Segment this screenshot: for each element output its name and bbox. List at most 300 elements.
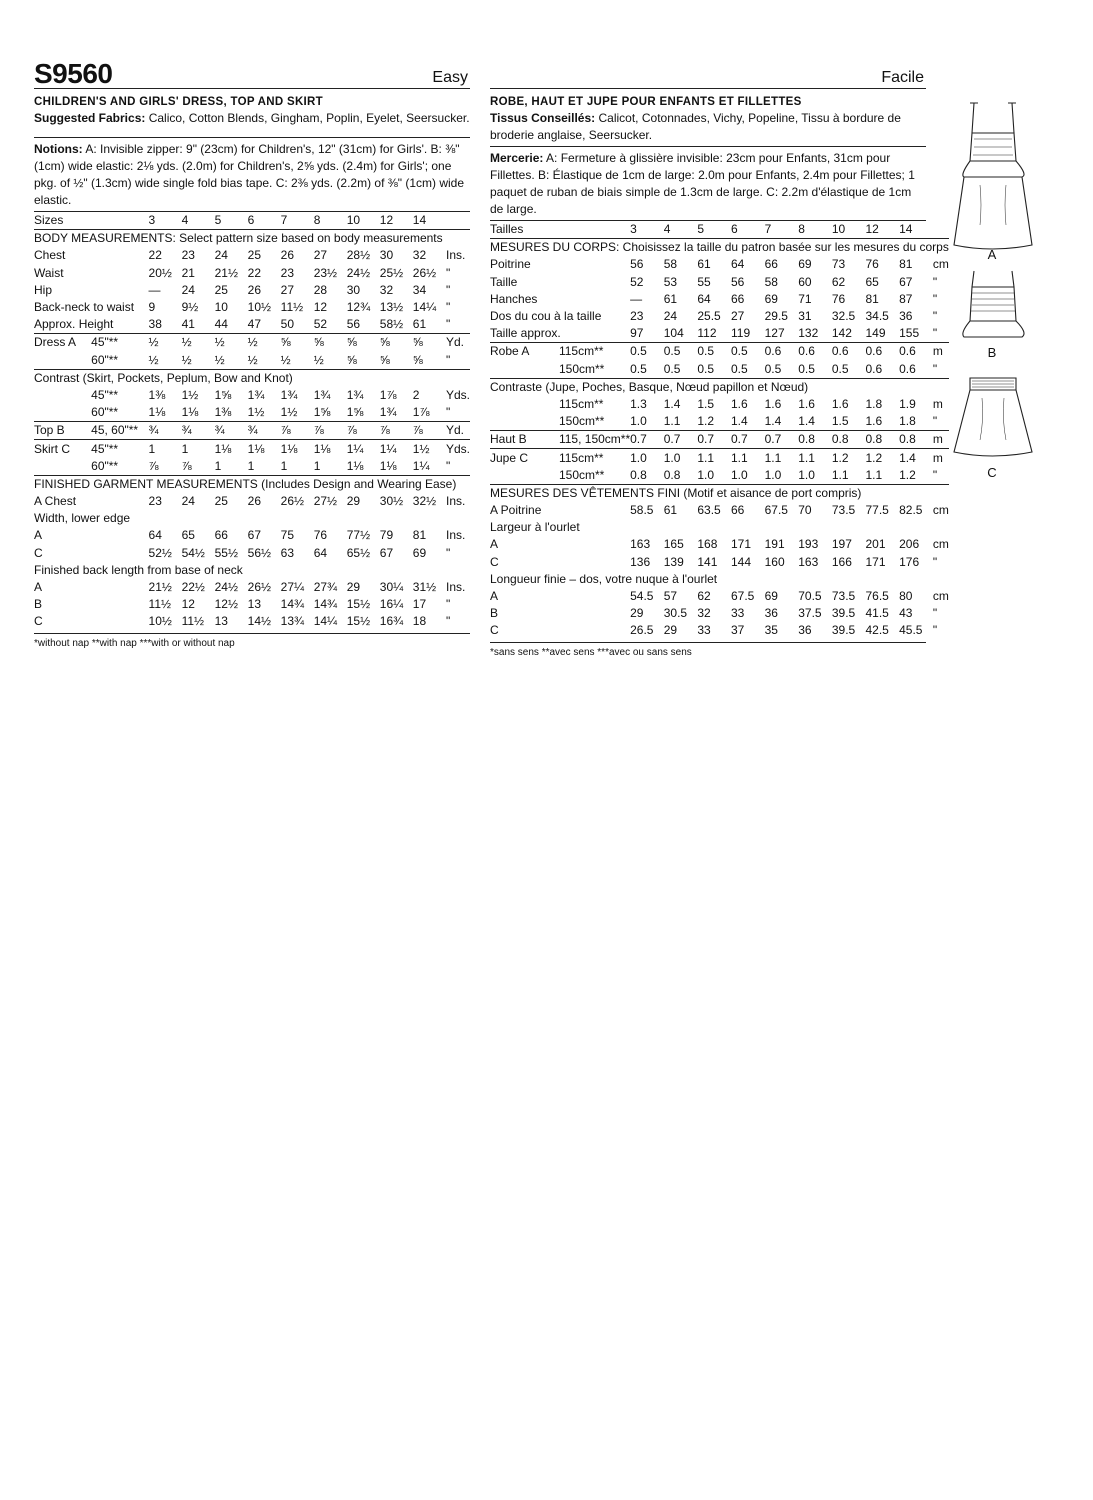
row-label (490, 413, 559, 431)
table-cell: 97 (630, 326, 644, 341)
table-cell: 12½ (214, 597, 238, 612)
table-cell: 76 (865, 257, 879, 272)
table-cell: 127 (764, 326, 785, 341)
table-cell: 1.5 (831, 414, 849, 429)
table-cell: 29 (346, 494, 361, 509)
difficulty-level: Easy (432, 69, 468, 86)
unit: " (932, 467, 938, 482)
table-cell: 163 (630, 537, 651, 552)
table-cell: 193 (798, 537, 819, 552)
table-row (490, 449, 949, 467)
table-cell: — (630, 291, 643, 306)
sketch-a-label: A (987, 247, 997, 262)
table-cell: 1⅞ (379, 387, 397, 402)
table-cell: 10½ (148, 614, 172, 629)
row-label: B (34, 597, 43, 612)
table-cell: 26 (247, 494, 261, 509)
table-cell: 26½ (412, 265, 437, 280)
table-cell: 69 (764, 589, 778, 604)
footnote-fr: *sans sens **avec sens ***avec ou sans sens (490, 642, 926, 661)
unit: " (445, 352, 451, 367)
table-cell: 55½ (214, 545, 238, 560)
table-cell: 166 (831, 554, 852, 569)
table-row (34, 282, 470, 299)
table-cell: 67 (247, 528, 261, 543)
table-cell: 21½ (214, 265, 238, 280)
unit: cm (932, 503, 949, 518)
section-heading: Contrast (Skirt, Pockets, Peplum, Bow and Knot) (34, 369, 470, 387)
table-cell: 0.5 (831, 361, 849, 376)
table-cell: 25 (247, 248, 261, 263)
row-label: Waist (34, 265, 64, 280)
table-cell: ½ (247, 352, 258, 367)
section-heading: BODY MEASUREMENTS: Select pattern size based on body measurements (34, 230, 470, 248)
table-cell: ⅝ (412, 352, 423, 367)
table-cell: 1 (149, 440, 182, 458)
unit: " (445, 545, 451, 560)
row-label (490, 361, 559, 379)
table-row (34, 352, 470, 370)
table-cell: 1.0 (630, 449, 664, 467)
table-cell: 1¾ (379, 405, 397, 420)
footnote: *without nap **with nap ***with or without nap (34, 633, 470, 652)
unit: " (932, 291, 938, 306)
table-cell: 8 (798, 222, 805, 237)
unit: cm (932, 589, 949, 604)
table-cell: 2 (412, 387, 420, 402)
row-label: C (490, 554, 499, 569)
table-cell: 1½ (181, 387, 199, 402)
table-cell: ½ (182, 334, 215, 352)
section-heading-row (34, 475, 470, 493)
table-cell: 0.7 (697, 431, 731, 449)
table-row (34, 422, 470, 440)
table-cell: ½ (215, 334, 248, 352)
table-cell: 22 (247, 265, 261, 280)
table-cell: 28½ (346, 248, 371, 263)
row-label (34, 404, 91, 422)
table-cell: 1.2 (866, 449, 900, 467)
table-cell: 0.6 (832, 343, 866, 361)
table-cell: 10 (214, 300, 228, 315)
top-b-sketch-icon (950, 265, 1035, 345)
table-cell: 6 (247, 213, 255, 228)
table-cell: ½ (280, 352, 291, 367)
unit: " (445, 458, 451, 473)
table-cell: — (148, 282, 161, 297)
row-label: A (490, 589, 499, 604)
table-cell: 0.5 (764, 361, 782, 376)
table-cell: 1.0 (731, 467, 748, 482)
table-cell: 1¾ (346, 387, 364, 402)
table-cell: ½ (248, 334, 281, 352)
table-cell: 168 (697, 537, 718, 552)
table-cell: 30½ (379, 494, 404, 509)
table-row (490, 256, 949, 273)
table-cell: 191 (764, 537, 785, 552)
table-cell: 1.4 (899, 449, 933, 467)
table-cell: 27½ (313, 494, 338, 509)
table-cell: 53 (663, 274, 678, 289)
table-cell: 81 (899, 257, 913, 272)
table-cell: 0.6 (865, 361, 883, 376)
table-cell: 139 (663, 554, 684, 569)
table-cell: 1.4 (798, 414, 815, 429)
table-cell: 163 (798, 554, 819, 569)
table-cell: ⅝ (380, 334, 413, 352)
table-cell: 1.1 (731, 449, 765, 467)
table-cell: 52 (313, 317, 328, 332)
table-cell: 1.8 (865, 396, 883, 411)
table-cell: 1⅞ (412, 405, 430, 420)
table-cell: 37 (731, 623, 745, 638)
table-cell: 136 (630, 554, 651, 569)
fabrics-label-fr: Tissus Conseillés: (490, 111, 596, 125)
table-cell: 1.3 (630, 396, 647, 411)
table-cell: ⅝ (346, 352, 357, 367)
table-row (34, 440, 470, 458)
table-cell: 38 (148, 317, 162, 332)
table-cell: 1⅛ (181, 405, 199, 420)
table-cell: 32½ (412, 494, 437, 509)
table-cell: 1.1 (697, 449, 731, 467)
table-cell: 29 (630, 606, 644, 621)
table-cell: 76 (831, 291, 846, 306)
fabric-width: 45"** (91, 440, 148, 458)
table-cell: 67 (899, 274, 913, 289)
table-cell: 0.8 (630, 467, 647, 482)
table-cell: 23 (630, 309, 644, 324)
section-heading: Largeur à l'ourlet (490, 520, 580, 535)
unit: " (932, 623, 938, 638)
table-cell: 81 (865, 291, 879, 306)
section-heading: MESURES DU CORPS: Choisissez la taille du patron basée sur les mesures du corps (490, 239, 949, 257)
table-cell: 0.5 (664, 343, 698, 361)
unit: Ins. (445, 528, 466, 543)
table-cell: 1⅛ (248, 440, 281, 458)
table-cell: 24½ (214, 580, 238, 595)
table-cell: 73.5 (831, 503, 856, 518)
table-cell: 32 (412, 248, 427, 263)
table-cell: ⅝ (281, 334, 314, 352)
table-row (490, 325, 949, 343)
table-cell: 67.5 (764, 503, 788, 518)
table-cell: 15½ (346, 597, 371, 612)
sizes-row (490, 221, 949, 239)
table-cell: 69 (764, 291, 778, 306)
table-cell: 5 (697, 222, 705, 237)
table-cell: 1 (214, 458, 222, 473)
table-cell: 81 (412, 528, 427, 543)
table-cell: ⅝ (347, 334, 380, 352)
notions-text: A: Invisible zipper: 9" (23cm) for Children's, 12" (31cm) for Girls'. B: ⅜" (1cm) wide elastic: 2⅛ yds. (2.0m) for Children's, 2⅝ yds. (2.4m) for Girls'; one pkg. of ½" (1.3cm) wide single fold bias tape. C: 2⅜ yds. (2.2m) of ⅜" (1cm) wide elastic. (34, 142, 465, 207)
table-cell: 41 (181, 317, 195, 332)
unit (933, 221, 949, 239)
table-cell: 14¾ (280, 597, 305, 612)
table-cell: 82.5 (899, 503, 923, 518)
table-cell: 6 (731, 222, 738, 237)
table-cell: 57 (663, 589, 678, 604)
table-cell: 0.7 (731, 431, 765, 449)
table-row (34, 527, 470, 544)
table-cell: 27¼ (280, 580, 305, 595)
table-cell: 9½ (181, 300, 199, 315)
table-row (34, 334, 470, 352)
unit: " (932, 361, 938, 376)
table-cell: 0.6 (798, 343, 832, 361)
fabrics-text: Calico, Cotton Blends, Gingham, Poplin, Eyelet, Seersucker. (148, 111, 470, 125)
table-cell: ¾ (149, 422, 182, 440)
table-cell: 1⅝ (346, 405, 364, 420)
table-cell: 142 (831, 326, 852, 341)
dress-a-sketch-icon (950, 95, 1035, 255)
unit: Yd. (446, 334, 470, 352)
section-heading-row (34, 562, 470, 579)
table-cell: 67.5 (731, 589, 755, 604)
table-cell: 1⅛ (215, 440, 248, 458)
section-heading: Width, lower edge (34, 511, 131, 526)
unit: m (933, 343, 949, 361)
table-cell: 201 (865, 537, 886, 552)
table-cell: 132 (798, 326, 819, 341)
fabric-width: 45, 60"** (91, 422, 148, 440)
table-cell: 63.5 (697, 503, 721, 518)
row-label: Hip (34, 282, 53, 297)
table-cell: 1.6 (731, 396, 748, 411)
table-cell: 1⅛ (379, 458, 397, 473)
table-cell: 64 (697, 291, 711, 306)
table-cell: 1⅛ (346, 458, 364, 473)
table-cell: 24 (663, 309, 678, 324)
table-cell: 1⅛ (281, 440, 314, 458)
table-cell: 0.6 (899, 343, 933, 361)
row-label: A (34, 528, 43, 543)
table-cell: 26½ (280, 494, 305, 509)
table-cell: 1.6 (798, 396, 815, 411)
table-cell: 41.5 (865, 606, 889, 621)
fabric-width: 60"** (91, 458, 119, 473)
table-cell: 25 (214, 494, 228, 509)
table-cell: ½ (181, 352, 192, 367)
table-cell: 1.6 (865, 414, 883, 429)
table-cell: 27¾ (313, 580, 338, 595)
unit: Ins. (445, 494, 466, 509)
table-row (490, 554, 949, 571)
row-label: Top B (34, 422, 91, 440)
measurement-table (490, 221, 949, 640)
table-cell: 0.5 (731, 343, 765, 361)
table-cell: 23 (181, 248, 195, 263)
table-cell: 66 (764, 257, 778, 272)
table-cell: 4 (663, 222, 671, 237)
table-cell: 12 (865, 222, 879, 237)
table-row (34, 579, 470, 596)
table-cell: 24 (214, 248, 228, 263)
unit: " (932, 554, 938, 569)
table-cell: 23 (148, 494, 162, 509)
section-heading: FINISHED GARMENT MEASUREMENTS (Includes Design and Wearing Ease) (34, 475, 470, 493)
table-cell: 65 (865, 274, 879, 289)
table-cell: 29.5 (764, 309, 788, 324)
measurement-chart-fr (490, 221, 949, 640)
table-cell: 1¼ (412, 458, 430, 473)
table-cell: 67 (379, 545, 394, 560)
section-heading: Contraste (Jupe, Poches, Basque, Nœud papillon et Nœud) (490, 378, 949, 396)
table-row (34, 299, 470, 316)
table-cell: 1⅜ (214, 405, 232, 420)
section-heading: Finished back length from base of neck (34, 562, 243, 577)
table-cell: 1 (182, 440, 215, 458)
table-row (34, 316, 470, 334)
row-label: Haut B (490, 431, 559, 449)
table-cell: 61 (663, 503, 678, 518)
table-cell: 0.5 (697, 361, 715, 376)
table-cell: 24 (181, 282, 195, 297)
pattern-title-fr: ROBE, HAUT ET JUPE POUR ENFANTS ET FILLETTES (490, 96, 802, 108)
unit: m (932, 396, 943, 411)
table-cell: 76 (313, 528, 328, 543)
notions (34, 141, 470, 209)
table-row (490, 308, 949, 325)
table-cell: 64 (731, 257, 745, 272)
table-cell: 12 (379, 213, 394, 228)
table-cell: 16¾ (379, 614, 404, 629)
table-row (490, 343, 949, 361)
table-row (34, 265, 470, 282)
fabric-width: 45"** (91, 334, 148, 352)
table-cell: 77.5 (865, 503, 889, 518)
table-cell: 36 (899, 309, 913, 324)
row-label: A (490, 537, 499, 552)
table-cell: 1 (313, 458, 321, 473)
table-cell: 37.5 (798, 606, 822, 621)
table-row (490, 413, 949, 431)
table-cell: ⅞ (314, 422, 347, 440)
fabric-width: 60"** (91, 352, 119, 367)
fabric-width: 45"** (91, 387, 119, 402)
section-heading-row (490, 571, 949, 588)
table-cell: 206 (899, 537, 920, 552)
table-cell: 0.8 (663, 467, 681, 482)
table-cell: 176 (899, 554, 920, 569)
table-cell: 26 (247, 282, 261, 297)
table-cell: 26 (280, 248, 295, 263)
unit: " (445, 265, 451, 280)
table-cell: 1¼ (347, 440, 380, 458)
table-cell: 23 (280, 265, 295, 280)
table-cell: 1.5 (697, 396, 715, 411)
table-cell: 76.5 (865, 589, 889, 604)
table-cell: 0.6 (866, 343, 900, 361)
table-cell: 141 (697, 554, 718, 569)
table-cell: 7 (764, 222, 772, 237)
table-cell: 58 (764, 274, 778, 289)
table-row (34, 596, 470, 613)
table-cell: 13 (214, 614, 228, 629)
row-label: Robe A (490, 343, 559, 361)
row-label (34, 352, 91, 370)
table-cell: 144 (731, 554, 752, 569)
table-cell: 56 (630, 257, 644, 272)
table-cell: 64 (313, 545, 328, 560)
table-cell: 119 (731, 326, 751, 341)
table-cell: 1.1 (831, 467, 849, 482)
unit: cm (932, 537, 949, 552)
table-cell: 0.8 (899, 431, 933, 449)
table-cell: 1½ (280, 405, 298, 420)
table-cell: 15½ (346, 614, 371, 629)
section-heading-row (34, 230, 470, 248)
row-label: C (34, 614, 43, 629)
table-cell: 58.5 (630, 503, 654, 518)
sketch-b-label: B (987, 345, 997, 360)
table-cell: ⅞ (181, 458, 192, 473)
table-cell: ½ (149, 334, 182, 352)
row-label: Dos du cou à la taille (490, 309, 602, 324)
table-cell: 0.6 (765, 343, 799, 361)
table-cell: 1⅜ (148, 387, 166, 402)
table-cell: 1¾ (280, 387, 298, 402)
table-cell: 1.4 (764, 414, 782, 429)
table-cell: 58 (663, 257, 678, 272)
table-row (34, 493, 470, 510)
table-cell: 1⅝ (214, 387, 232, 402)
table-cell: 1.9 (899, 396, 916, 411)
table-cell: 55 (697, 274, 711, 289)
table-cell: 62 (697, 589, 711, 604)
table-cell: 149 (865, 326, 886, 341)
table-cell: 16¼ (379, 597, 404, 612)
table-cell: 29 (663, 623, 678, 638)
table-cell: 0.5 (663, 361, 681, 376)
table-cell: 11½ (280, 300, 304, 315)
table-row (490, 622, 949, 639)
table-cell: 61 (412, 317, 427, 332)
table-cell: 11½ (148, 597, 172, 612)
section-heading: Longueur finie – dos, votre nuque à l'ourlet (490, 571, 718, 586)
table-cell: 25½ (379, 265, 404, 280)
table-cell: 10½ (247, 300, 271, 315)
table-cell: 0.8 (866, 431, 900, 449)
table-cell: ⅝ (379, 352, 390, 367)
table-cell: 1⅛ (314, 440, 347, 458)
table-cell: 32 (379, 282, 394, 297)
table-row (490, 396, 949, 413)
section-heading: MESURES DES VÊTEMENTS FINI (Motif et aisance de port compris) (490, 484, 949, 502)
row-label: A Poitrine (490, 503, 542, 518)
table-cell: 50 (280, 317, 295, 332)
fabrics-text-fr: Calicot, Cotonnades, Vichy, Popeline, Tissu à bordure de broderie anglaise, Seersucker. (490, 111, 901, 142)
table-cell: 1.8 (899, 414, 916, 429)
table-cell: 66 (731, 291, 745, 306)
pattern-number: S9560 (34, 58, 113, 89)
unit (446, 212, 470, 230)
difficulty-level-fr: Facile (881, 69, 924, 86)
unit: " (445, 614, 451, 629)
table-cell: 1.6 (764, 396, 782, 411)
table-row (490, 588, 949, 605)
row-label: Jupe C (490, 449, 559, 467)
table-cell: 21 (181, 265, 195, 280)
unit: " (932, 274, 938, 289)
table-cell: 1.0 (798, 467, 815, 482)
unit: Yds. (445, 387, 470, 402)
table-cell: 13½ (379, 300, 404, 315)
section-heading-row (490, 239, 949, 257)
table-row (490, 467, 949, 485)
table-cell: 62 (831, 274, 846, 289)
table-cell: 171 (731, 537, 752, 552)
